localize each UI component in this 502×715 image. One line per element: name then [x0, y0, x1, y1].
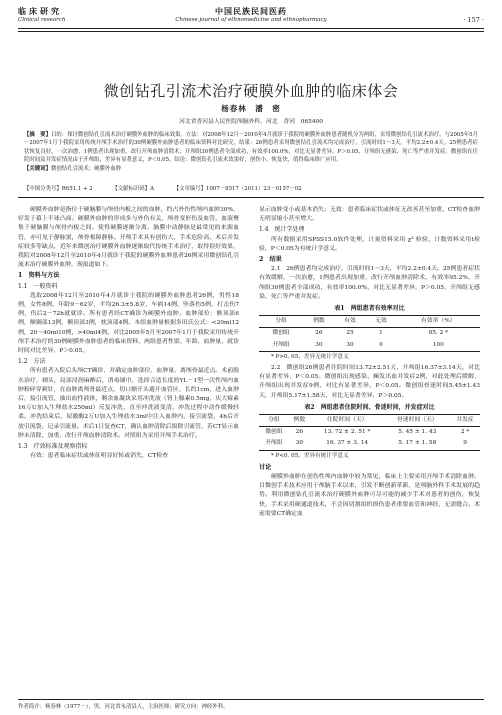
- body-paragraph: 所有数据采用SPSS15.0软件处理，计量资料采用 χ² 检验，计数资料采用t检验，P＜0.05为有统计学意义。: [259, 236, 480, 252]
- journal-name-en: Chinese journal of ethnomedicine and ethnopharmacy: [175, 17, 327, 23]
- clc-number: 【中图分类号】R651.1 + 2: [24, 186, 93, 192]
- subsection-heading: 1.3 疗效标准及观察指标: [18, 443, 88, 451]
- abstract-text: 目的：探讨微创钻孔引流术治疗硬膜外血肿的临床效果。方法：对2008年12月－2010年4月就诊于我院的硬膜外血肿患者随机分为两组，采用微创钻孔引流术治疗，与2005年5月－2007年1月于我院采用传统开颅手术治疗的30例硬膜外血肿患者的临床资料对比研究。结果：26例患者采用微创钻孔引流术均完成治疗，引流时间1～3天，平均2.2±0.4天。25例患者症状恢复良好，一次治愈，1例患者出现加重，改行开颅血肿清除术；开颅组30例患者全部成功，有效率100.0%，对比无显著差异，P＞0.05，开颅组无感染、死亡等严重并发症。微创组在住院时间及并发症情况由于开颅组，差异有显著意义，P＜0.05。结论：微创钻孔引流术效果好，创伤小、恢复快，值得临床推广应用。: [24, 132, 478, 164]
- table-header: 分组: [259, 316, 303, 328]
- table-header: 分组: [259, 415, 289, 427]
- table2-caption: 表2 两组患者住院时间、骨迷时间，并发症对比: [304, 403, 435, 411]
- keywords-text: 微创钻孔引流术；硬膜外血肿: [50, 165, 122, 172]
- table-cell: 微创组: [265, 429, 283, 436]
- section-heading: 讨论: [259, 463, 272, 471]
- table-cell: 30: [334, 340, 365, 352]
- authors: 杨春林 潘 密: [221, 104, 281, 113]
- body-paragraph: 有效：患者临床症状或体征明显好转或消失，CT检查: [30, 453, 169, 460]
- table-cell: 26: [295, 429, 304, 436]
- section-heading: 1 资料与方法: [18, 272, 60, 280]
- table-cell: 5. 45 ± 1. 43: [398, 429, 437, 436]
- keywords-label: 【关键词】: [24, 165, 51, 172]
- subsection-heading: 1.1 一般资料: [18, 282, 58, 290]
- table-header: 例数: [289, 415, 310, 427]
- left-column: [18, 206, 239, 461]
- table-header: 有效率（%）: [397, 316, 480, 328]
- table-header: 例数: [303, 316, 334, 328]
- right-column: [259, 206, 480, 519]
- journal-section: 临床研究: [18, 6, 62, 16]
- table-header: 有效: [334, 316, 365, 328]
- intro-paragraph: 硬膜外血肿是指位于硬脑膜与颅骨内板之间的血肿，约占外伤性颅内血肿30%，好发于幕上半球凸面。硬膜外血肿的形成多与外伤有关，颅骨变形伤及血管，血液聚集于硬脑膜与颅骨内板之间。使得硬膜逐渐分离。脑膜中动静脉是最常见的来源血管，亦可见于静脉窦，颅骨板障静脉。开颅手术具有创伤大、手术危险高、术后并发症较多等缺点，近年来微创治疗硬膜外血肿逐渐取代传统手术治疗，取得很好效果，我院对2008年12月至2010年4月就诊于我院的硬膜外血肿患者26例采用微创钻孔引流术治疗硬膜外血肿，现报道如下。: [18, 207, 239, 269]
- table-row: [259, 328, 480, 340]
- table-cell: 30: [303, 340, 334, 352]
- abstract-label: 【摘 要】: [24, 132, 51, 138]
- table-cell: 95. 2 *: [428, 330, 449, 337]
- subsection-heading: 1.2 方法: [18, 358, 46, 366]
- body-paragraph: 显示血肿变小或基本消失；无效：患者临床症状或体征无改善甚至加重，CT检查血肿无明显缩小甚至增大。: [259, 207, 480, 223]
- article-number: 【文章编号】1007－8517（2011）23－0157－02: [173, 186, 302, 192]
- header-rule: [18, 28, 484, 29]
- subsection-heading: 1.4 统计学处理: [259, 226, 305, 234]
- table2: [259, 414, 480, 451]
- body-paragraph: 2.1 26例患者均完成治疗，引流时间1～3天，平均2.2±0.4天。25例患者症状有效缓解，一次治愈，1例患者出现加重，改行开颅血肿清除术，有效率95.2%，开颅组30例患者全部成功，有效率100.0%，对比无显著差异，P＞0.05，开颅组无感染、死亡等严重并发症。: [259, 266, 480, 300]
- table-header: 骨迷时间（天）: [384, 415, 450, 427]
- table-header: 住院时间（天）: [310, 415, 385, 427]
- table-cell: 微创组: [272, 330, 290, 337]
- table-cell: 9: [450, 438, 480, 450]
- table1-note: * P>0. 05，差异无统计学意义: [271, 353, 349, 360]
- table-cell: 5. 17 ± 1. 58: [384, 438, 450, 450]
- journal-name: 中国民族民间医药: [215, 6, 287, 16]
- table-cell: 开颅组: [259, 438, 289, 450]
- running-header: [18, 6, 484, 28]
- table-cell: 16. 37 ± 3. 14: [310, 438, 385, 450]
- table-cell: 2 *: [460, 429, 470, 436]
- table-row: [259, 427, 480, 439]
- abstract: [24, 131, 478, 173]
- table-cell: 25: [346, 330, 354, 337]
- table-row: [259, 340, 480, 352]
- table-cell: 13. 72 ± 2. 51 *: [323, 429, 371, 436]
- table2-note: * P<0. 05，差异有统计学意义: [271, 452, 349, 459]
- abstract-rule: [18, 197, 484, 198]
- page-number: · 157 ·: [463, 16, 484, 24]
- table-row: [259, 438, 480, 450]
- journal-section-en: Clinical research: [18, 17, 66, 23]
- article-title: 微创钻孔引流术治疗硬膜外血肿的临床体会: [103, 82, 399, 100]
- table1-caption: 表1 两组患者有效率对比: [334, 305, 405, 313]
- doc-code: 【文献标识码】A: [112, 186, 154, 192]
- table-cell: 30: [289, 438, 310, 450]
- table-cell: 100: [397, 340, 480, 352]
- table1: [259, 315, 480, 352]
- table-header: 并发症: [450, 415, 480, 427]
- article-meta: [24, 184, 478, 192]
- body-paragraph: 硬膜外血肿在创伤性颅内血肿中较为常见，临床上主要采用开颅手术清除血肿。目微创手术技术应用于颅脑手术以来，引发不断创新革新，是颅脑外科手术发展的趋势。利用微创钻孔引流术治疗硬膜外血肿可尽可能的减少手术对患者的创伤，恢复快，手术采用硬通道技术，不会因切割组织损伤患者重要血管和神经，无需缝合。术前需要CT确定血: [259, 474, 480, 517]
- body-paragraph: 2.2 微创组26例患者住院时间13.72±2.51天，开颅组16.37±3.14天，对比有显著差异，P＜0.05。微创组出现感染、癫发出血并发症2例，对此处理后缓解，开颅组出现并发症9例，对比有显著差异，P＜0.05。微创组骨迷时间5.45±1.43天，开颅组5.17±1.58天，对比无显著差异，P＞0.05。: [259, 365, 480, 399]
- body-paragraph: 选取2008年12月至2010年4月就诊于我院的硬膜外血肿患者26例，男性18例，女性8例，年龄9－62岁，平均26.3±5.8岁，车祸14例，坠落伤5例，打击伤7例，伤后2－72h就就诊。所有患者经CT确诊为硬膜外血肿，血肿部位：额顶部6例，额颞部13例，颞顶部3例，枕顶部4例。本组血肿量根据多田氏公式：<20ml12例，20～40ml10例，>40ml4例。对比2005年5月至2007年1月于我院采用传统开颅手术治疗的30例硬膜外血肿患者的临床资料，两组患者性别、年龄、血肿量、就诊时间对比差异，P＞0.05。: [18, 292, 239, 355]
- table-cell: 0: [365, 340, 396, 352]
- author-footnote: 作者简介：杨春林（1977－），男，河北省永清县人，主治医师；研究方向：神经外科。: [18, 699, 484, 710]
- table-cell: 26: [315, 330, 323, 337]
- affiliation: 河北省香河县人民医院颅脑外科，河北 香河 065400: [179, 119, 323, 125]
- table-cell: 开颅组: [259, 340, 303, 352]
- body-paragraph: 所有患者入院后头颅CT确诊，并确定血肿部位、血肿量、离颅骨最近点。术前脱水治疗，剃头，局部浸润麻醉后，消毒铺巾，选择合适长度的YL－1型一次性颅内血肿粉碎穿刺针，在血肿离颅骨最近点，切口额开头避开血管区、长约1cm，进入血肿后，接引流管，抽出血性液体，剩余血凝块采用冲洗液（肾上腺素0.5mg，庆大霉素16万U加入生理盐水250ml）反复冲洗，直至冲洗液变清，冲洗过程中动作缓慢轻柔。冲洗结束后，尿激酶2万U加入生理盐水3ml中注入血肿内，接引流袋，4h后开放引流袋，记录引流量。术后1日复查CT，确认血肿清除后拔除引流管，若CT显示血肿未清除，加重，改行开颅血肿清除术。对照组为采用开颅手术治疗。: [18, 368, 239, 439]
- table-cell: 1: [379, 330, 383, 337]
- header-rule-thin: [18, 31, 484, 32]
- table-header: 无效: [365, 316, 396, 328]
- section-heading: 2 结果: [259, 256, 282, 264]
